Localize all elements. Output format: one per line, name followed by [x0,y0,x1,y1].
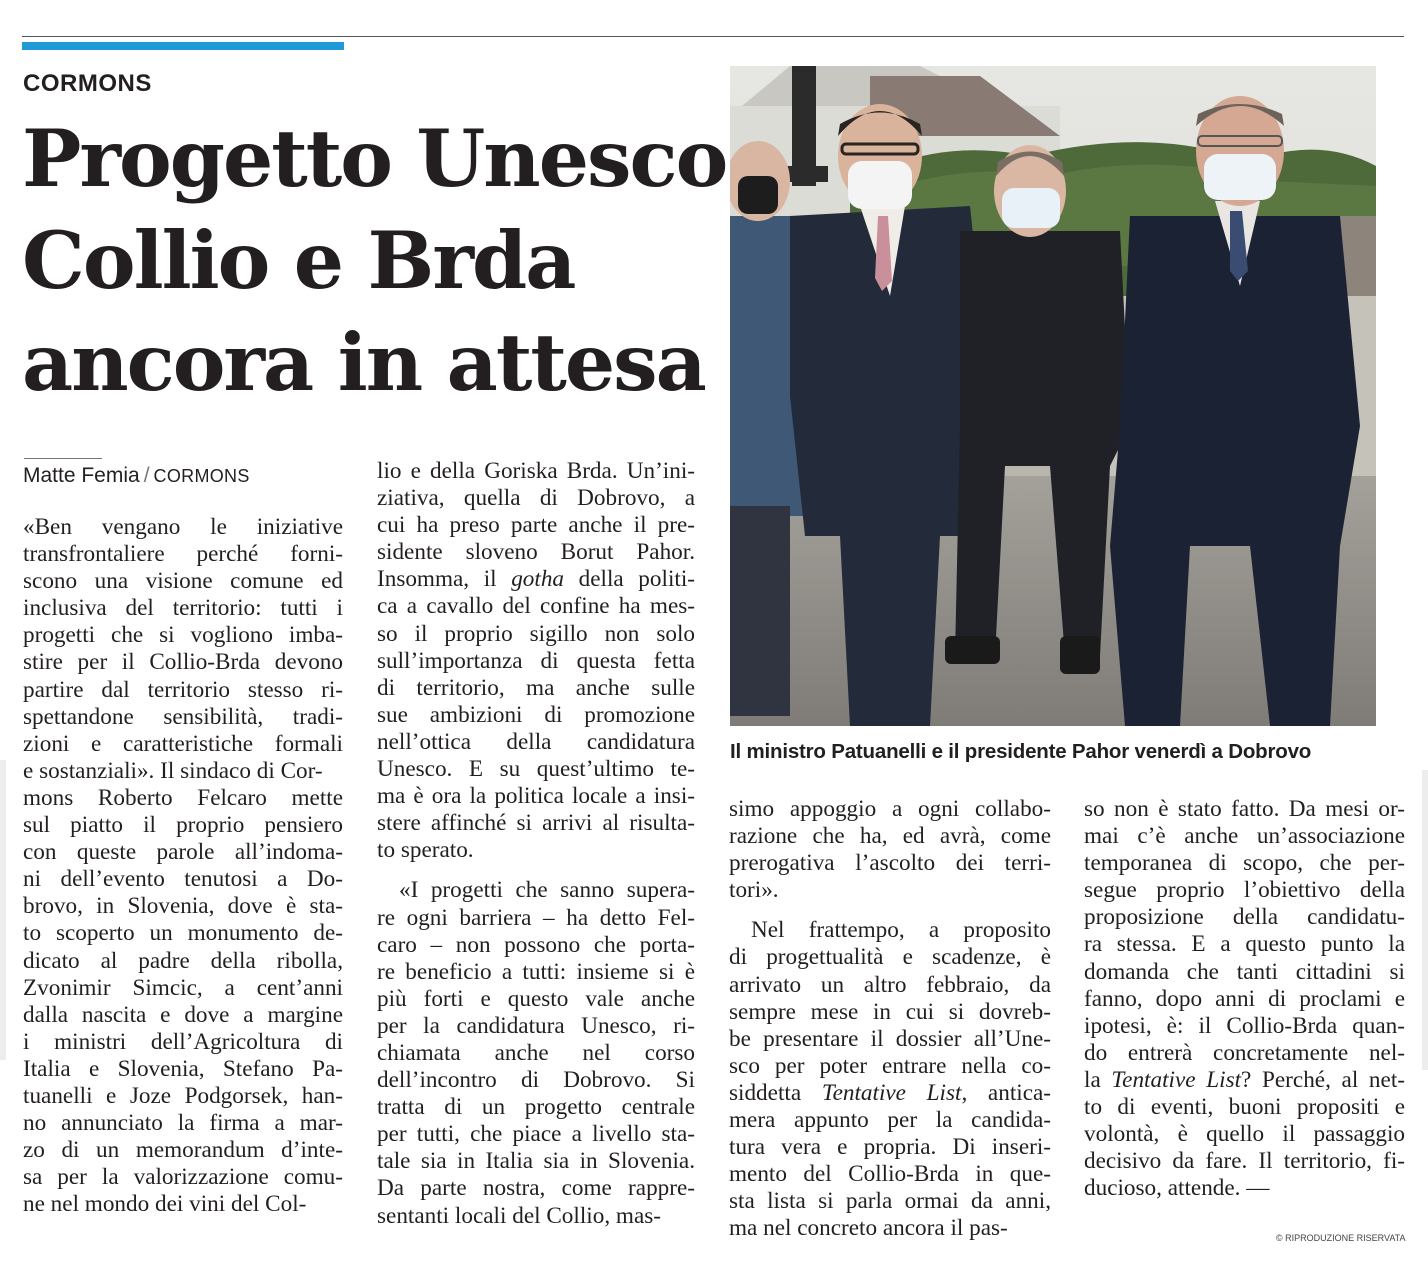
article-line: prerogativa l’ascolto dei terri- [729,850,1051,877]
photo-caption: Il ministro Patuanelli e il presidente Pahor venerdì a Dobrovo [730,740,1312,763]
copyright-notice: © RIPRODUZIONE RISERVATA [1276,1233,1406,1243]
article-line: simo appoggio a ogni collabo- [729,796,1051,822]
article-line: ziativa, quella di Dobrovo, a [377,485,695,512]
article-line: ducioso, attende. — [1084,1175,1270,1202]
article-line: per la candidatura Unesco, ri- [377,1012,695,1039]
article-line: transfrontaliere perché forni- [23,541,343,568]
article-line: sa per la valorizzazione comu- [23,1164,343,1191]
article-line: tura vera e propria. Di inseri- [729,1134,1051,1161]
page-edge-shadow-right [1422,770,1428,1070]
article-line: inclusiva del territorio: tutti i [23,595,343,622]
article-line: mons Roberto Felcaro mette [23,784,343,811]
article-line: so il proprio sigillo non solo [377,620,695,647]
article-line: no annunciato la firma a mar- [23,1110,343,1137]
article-line: «Ben vengano le iniziative [23,514,343,540]
article-line: con queste parole all’indoma- [23,839,343,866]
article-line: fanno, dopo anni di proclami e [1084,985,1405,1012]
article-line: dell’incontro di Dobrovo. Si [377,1067,695,1094]
article-line: Italia e Slovenia, Stefano Pa- [23,1055,343,1082]
article-line: Zvonimir Simcic, a cent’anni [23,974,343,1001]
article-line: to di eventi, buoni propositi e [1084,1094,1405,1121]
article-line: volontà, è quello il passaggio [1084,1121,1405,1148]
article-line: dalla nascita e dove a margine [23,1001,343,1028]
article-line: Da parte nostra, come rappre- [377,1175,695,1202]
italic-term: Tentative List [1111,1066,1242,1093]
article-line: scono una visione comune ed [23,568,343,595]
article-line: domanda che tanti cittadini si [1084,958,1405,985]
article-line: arrivato un altro febbraio, da [729,971,1051,998]
article-line: la Tentative List? Perché, al net- [1084,1066,1405,1093]
article-line: progetti che si vogliono imba- [23,622,343,649]
article-line: razione che ha, ed avrà, come [729,823,1051,850]
article-line: dicato al padre della ribolla, [23,947,343,974]
article-line: ra stessa. E a questo punto la [1084,931,1405,958]
article-line: do entrerà concretamente nel- [1084,1039,1405,1066]
article-line: re beneficio a tutti: insieme si è [377,958,695,985]
article-line: sidente sloveno Borut Pahor. [377,539,695,566]
article-line: ma è ora la politica locale a insi- [377,783,695,810]
top-rule [22,36,1404,37]
article-line: sue ambizioni di promozione [377,701,695,728]
article-line: lio e della Goriska Brda. Un’ini- [377,458,695,484]
article-line: ne nel mondo dei vini del Col- [23,1191,307,1218]
article-line: sul piatto il proprio pensiero [23,812,343,839]
article-line: cui ha preso parte anche il pre- [377,512,695,539]
article-line: mento del Collio-Brda in que- [729,1161,1051,1188]
byline-place: CORMONS [153,466,250,486]
byline-separator: / [143,464,150,487]
headline-line: ancora in attesa [22,316,705,409]
article-line: mera appunto per la candida- [729,1107,1051,1134]
article-line: tuanelli e Joze Podgorsek, han- [23,1082,343,1109]
article-line: Nel frattempo, a proposito [751,917,1051,944]
article-line: temporanea di scopo, che per- [1084,850,1405,877]
article-line: siddetta Tentative List, antica- [729,1079,1051,1106]
article-line: tori». [729,877,779,904]
byline-rule [24,458,102,459]
article-line: Unesco. E su quest’ultimo te- [377,756,695,783]
article-line: ca a cavallo del confine ha mes- [377,593,695,620]
article-line: i ministri dell’Agricoltura di [23,1028,343,1055]
article-line: to scoperto un monumento de- [23,920,343,947]
article-line: to sperato. [377,837,474,864]
section-kicker: CORMONS [23,70,152,97]
article-line: mai c’è anche un’associazione [1084,823,1405,850]
article-line: stere affinché si arrivi al risulta- [377,810,695,837]
article-line: stire per il Collio-Brda devono [23,649,343,676]
news-photo [730,66,1376,726]
article-line: di territorio, ma anche sulle [377,674,695,701]
article-line: tratta di un progetto centrale [377,1094,695,1121]
photo-illustration [730,66,1376,726]
byline-author: Matte Femia [23,464,140,487]
article-line: be presentare il dossier all’Une- [729,1025,1051,1052]
article-line: tale sia in Italia sia in Slovenia. [377,1148,695,1175]
article-line: zioni e caratteristiche formali [23,730,343,757]
italic-term: gotha [511,566,565,593]
article-line: Insomma, il gotha della politi- [377,566,695,593]
headline [22,108,727,414]
article-line: re ogni barriera – ha detto Fel- [377,904,695,931]
article-line: e sostanziali». Il sindaco di Cor- [23,757,323,784]
article-line: segue proprio l’obiettivo della [1084,877,1405,904]
article-line: ipotesi, è: il Collio-Brda quan- [1084,1012,1405,1039]
article-line: nell’ottica della candidatura [377,728,695,755]
article-line: sull’importanza di questa fetta [377,647,695,674]
article-line: sco per poter entrare nella co- [729,1052,1051,1079]
article-line: spettandone sensibilità, tradi- [23,703,343,730]
article-line: di progettualità e scadenze, è [729,944,1051,971]
article-column-2 [377,458,695,1230]
article-line: chiamata anche nel corso [377,1039,695,1066]
article-line: ma nel concreto ancora il pas- [729,1215,1008,1242]
article-column-4 [1084,796,1405,1202]
article-line: proposizione della candidatu- [1084,904,1405,931]
page-edge-shadow-left [0,760,6,1060]
byline [23,464,250,488]
article-line: sentanti locali del Collio, mas- [377,1202,661,1229]
headline-line: Collio e Brda [22,214,575,307]
article-line: sempre mese in cui si dovreb- [729,998,1051,1025]
article-line: più forti e questo vale anche [377,985,695,1012]
article-column-1 [23,514,343,1218]
article-line: caro – non possono che porta- [377,931,695,958]
article-line: so non è stato fatto. Da mesi or- [1084,796,1405,822]
article-line: brovo, in Slovenia, dove è sta- [23,893,343,920]
article-line: partire dal territorio stesso ri- [23,676,343,703]
article-line: per tutti, che piace a livello sta- [377,1121,695,1148]
article-line: «I progetti che sanno supera- [399,877,695,904]
headline-line: Progetto Unesco [22,112,727,205]
article-column-3 [729,796,1051,1243]
article-line: decisivo da fare. Il territorio, fi- [1084,1148,1405,1175]
section-accent-bar [22,42,344,50]
article-line: zo di un memorandum d’inte- [23,1137,343,1164]
italic-term: Tentative List [821,1079,962,1106]
article-line: ni dell’evento tenutosi a Do- [23,866,343,893]
article-line: sta lista si parla ormai da anni, [729,1188,1051,1215]
